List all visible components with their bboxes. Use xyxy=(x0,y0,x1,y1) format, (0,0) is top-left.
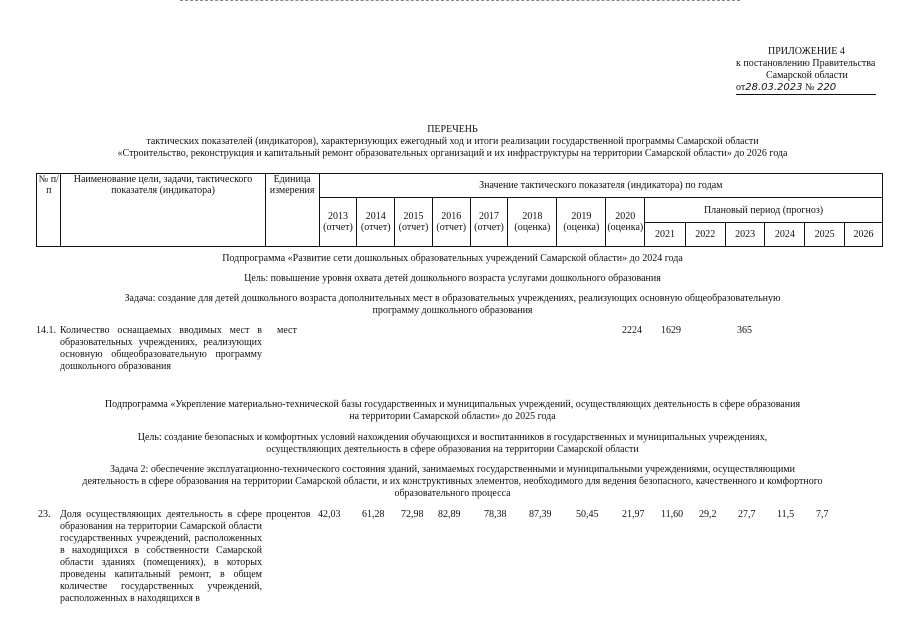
row-14-1-value-2023: 365 xyxy=(737,325,752,336)
header-year-2024: 2024 xyxy=(765,223,805,247)
row-23-value-2014: 61,28 xyxy=(362,509,385,520)
subprogram-1-title: Подпрограмма «Развитие сети дошкольных образовательных учреждений Самарской области» до 2024 года xyxy=(222,253,683,264)
header-unit: Единица измерения xyxy=(265,174,319,247)
row-23-name: Доля осуществляющих деятельность в сфере образования на территории Самарской области государственных учреждений, расположенных в находящихся в собственности Самарской области зданиях (помещениях), в которых проведены капитальный ремонт, в общем количестве государственных учреждений, расположенных в находящихся в xyxy=(60,509,262,604)
header-year-2017: 2017 (отчет) xyxy=(470,198,508,247)
header-year-2020: 2020 (оценка) xyxy=(606,198,645,247)
number-prefix: № xyxy=(805,82,815,93)
subprogram-1-task-line2: программу дошкольного образования xyxy=(372,305,533,316)
header-year-2015: 2015 (отчет) xyxy=(395,198,433,247)
header-year-2022: 2022 xyxy=(685,223,725,247)
header-plan-period: Плановый период (прогноз) xyxy=(645,198,883,223)
handwritten-date: 28.03.2023 xyxy=(745,82,803,93)
row-23-value-2017: 78,38 xyxy=(484,509,507,520)
row-23-value-2016: 82,89 xyxy=(438,509,461,520)
document-title-line2: «Строительство, реконструкция и капитальный ремонт образовательных организаций и их инфраструктуры на территории Самарской области» до 2026 года xyxy=(117,148,788,159)
header-year-2023: 2023 xyxy=(725,223,765,247)
subprogram-1-goal: Цель: повышение уровня охвата детей дошкольного возраста услугами дошкольного образования xyxy=(244,273,661,284)
document-heading: ПЕРЕЧЕНЬ xyxy=(427,124,478,135)
row-14-1-unit: мест xyxy=(277,325,297,336)
date-prefix: от xyxy=(736,82,746,93)
header-year-2025: 2025 xyxy=(805,223,845,247)
row-23-value-2015: 72,98 xyxy=(401,509,424,520)
header-year-2026: 2026 xyxy=(845,223,883,247)
row-23-value-2022: 29,2 xyxy=(699,509,717,520)
subprogram-2-goal-line1: Цель: создание безопасных и комфортных условий нахождения обучающихся и воспитанников в государственных и муниципальных учреждениях, xyxy=(137,432,768,443)
subprogram-2-title-line1: Подпрограмма «Укрепление материально-технической базы государственных и муниципальных учреждений, осуществляющих деятельность в сфере образования xyxy=(104,399,801,410)
row-23-value-2018: 87,39 xyxy=(529,509,552,520)
row-23-number: 23. xyxy=(38,509,51,520)
row-23-value-2024: 11,5 xyxy=(777,509,795,520)
subprogram-2-task-line2: деятельность в сфере образования на территории Самарской области, и их конструктивных элементов, необходимого для ведения безопасного, качественного и комфортного xyxy=(82,476,823,487)
header-year-2021: 2021 xyxy=(645,223,686,247)
handwritten-number: 220 xyxy=(817,82,837,93)
header-year-2014: 2014 (отчет) xyxy=(357,198,395,247)
appendix-title: ПРИЛОЖЕНИЕ 4 xyxy=(768,46,845,57)
row-23-value-2019: 50,45 xyxy=(576,509,599,520)
row-23-value-2020: 21,97 xyxy=(622,509,645,520)
row-23-value-2025: 7,7 xyxy=(816,509,829,520)
document-title-line1: тактических показателей (индикаторов), характеризующих ежегодный ход и итоги реализации государственной программы Самарской области xyxy=(146,136,759,147)
subprogram-2-goal-line2: осуществляющих деятельность в сфере образования на территории Самарской области xyxy=(266,444,639,455)
appendix-region: Самарской области xyxy=(766,70,848,81)
row-14-1-value-2021: 1629 xyxy=(661,325,681,336)
row-23-value-2021: 11,60 xyxy=(661,509,684,520)
row-23-value-2013: 42,03 xyxy=(318,509,341,520)
header-values: Значение тактического показателя (индикатора) по годам xyxy=(319,174,882,198)
row-23-value-2023: 27,7 xyxy=(738,509,756,520)
indicators-table-header xyxy=(36,173,883,247)
header-year-2013: 2013 (отчет) xyxy=(319,198,357,247)
row-23-unit: процентов xyxy=(266,509,311,520)
subprogram-2-task-line1: Задача 2: обеспечение эксплуатационно-технического состояния зданий, занимаемых государственными и муниципальными учреждениями, осуществляющими xyxy=(110,464,795,475)
header-year-2018: 2018 (оценка) xyxy=(508,198,557,247)
header-year-2019: 2019 (оценка) xyxy=(557,198,606,247)
row-14-1-number: 14.1. xyxy=(36,325,56,336)
scan-edge-marks xyxy=(180,0,740,4)
header-year-2016: 2016 (отчет) xyxy=(432,198,470,247)
appendix-decree: к постановлению Правительства xyxy=(736,58,876,69)
appendix-date-line xyxy=(736,82,876,95)
subprogram-1-task-line1: Задача: создание для детей дошкольного возраста дополнительных мест в образовательных учреждениях, реализующих основную общеобразовательную xyxy=(124,293,781,304)
subprogram-2-title-line2: на территории Самарской области» до 2025 года xyxy=(349,411,556,422)
subprogram-2-task-line3: образовательного процесса xyxy=(394,488,511,499)
row-14-1-value-2020: 2224 xyxy=(622,325,642,336)
header-name: Наименование цели, задачи, тактического показателя (индикатора) xyxy=(61,174,265,247)
row-14-1-name: Количество оснащаемых вводимых мест в образовательных учреждениях, реализующих основную общеобразовательную программу дошкольного образования xyxy=(60,325,262,372)
header-number: № п/п xyxy=(37,174,61,247)
appendix-block xyxy=(736,46,886,95)
